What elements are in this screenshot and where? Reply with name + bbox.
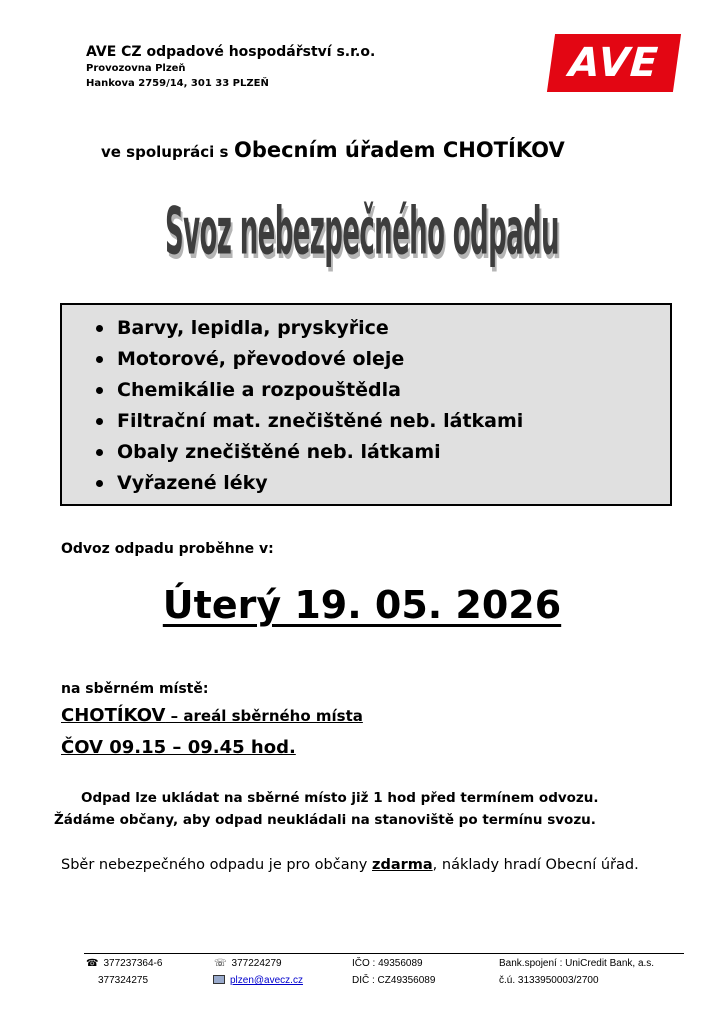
bullet-icon bbox=[96, 356, 103, 363]
phone-1-text: 377237364-6 bbox=[103, 958, 163, 969]
place-intro: na sběrném místě: bbox=[61, 681, 209, 697]
bullet-icon bbox=[96, 480, 103, 487]
cooperation-office: Obecním úřadem CHOTÍKOV bbox=[233, 138, 565, 162]
cooperation-lead: ve spolupráci s bbox=[101, 143, 229, 161]
place-village: CHOTÍKOV bbox=[61, 705, 166, 726]
pickup-date: Úterý 19. 05. 2026 bbox=[162, 583, 562, 627]
phone-icon: ☎ bbox=[86, 958, 99, 969]
free-note-emphasis: zdarma bbox=[372, 857, 433, 873]
fax-icon: ☏ bbox=[214, 958, 227, 969]
note-line-1: Odpad lze ukládat na sběrné místo již 1 hod před termínem odvozu. bbox=[81, 790, 599, 806]
place-detail: – areál sběrného místa bbox=[165, 707, 363, 725]
waste-list-box bbox=[60, 303, 672, 506]
footer-account: č.ú. 3133950003/2700 bbox=[499, 975, 599, 986]
footer-divider bbox=[84, 953, 684, 954]
list-item-label: Chemikálie a rozpouštědla bbox=[117, 379, 401, 401]
free-note-before: Sběr nebezpečného odpadu je pro občany bbox=[61, 857, 372, 873]
company-address: Hankova 2759/14, 301 33 PLZEŇ bbox=[86, 78, 269, 89]
place-time: ČOV 09.15 – 09.45 hod. bbox=[61, 737, 296, 758]
list-item-label: Motorové, převodové oleje bbox=[117, 348, 405, 370]
cooperation-line bbox=[101, 138, 565, 162]
footer-phone-2: 377324275 bbox=[98, 975, 149, 986]
bullet-icon bbox=[96, 449, 103, 456]
note-line-2: Žádáme občany, aby odpad neukládali na stanoviště po termínu svozu. bbox=[54, 812, 596, 828]
list-item-label: Filtrační mat. znečištěné neb. látkami bbox=[117, 410, 524, 432]
list-item bbox=[96, 468, 670, 499]
list-item-label: Barvy, lepidla, pryskyřice bbox=[117, 317, 389, 339]
fax-text: 377224279 bbox=[231, 958, 282, 969]
list-item-label: Vyřazené léky bbox=[117, 472, 268, 494]
list-item-label: Obaly znečištěné neb. látkami bbox=[117, 441, 441, 463]
list-item bbox=[96, 313, 670, 344]
computer-icon bbox=[213, 975, 225, 984]
ave-logo bbox=[547, 34, 681, 92]
list-item bbox=[96, 406, 670, 437]
free-collection-note bbox=[61, 857, 639, 873]
list-item bbox=[96, 437, 670, 468]
footer-fax bbox=[214, 958, 282, 969]
page-title: Svoz nebezpečného odpadu bbox=[165, 193, 559, 269]
footer-ico: IČO : 49356089 bbox=[352, 958, 423, 969]
list-item bbox=[96, 375, 670, 406]
place-name bbox=[61, 705, 363, 726]
bullet-icon bbox=[96, 325, 103, 332]
footer-dic: DIČ : CZ49356089 bbox=[352, 975, 436, 986]
waste-list bbox=[62, 305, 670, 499]
list-item bbox=[96, 344, 670, 375]
pickup-intro: Odvoz odpadu proběhne v: bbox=[61, 541, 274, 557]
company-name: AVE CZ odpadové hospodářství s.r.o. bbox=[86, 44, 376, 60]
bullet-icon bbox=[96, 387, 103, 394]
logo-text: AVE bbox=[567, 40, 661, 86]
footer-email[interactable] bbox=[213, 975, 303, 986]
free-note-after: , náklady hradí Obecní úřad. bbox=[432, 857, 639, 873]
email-link[interactable]: plzen@avecz.cz bbox=[230, 975, 303, 986]
branch-name: Provozovna Plzeň bbox=[86, 63, 186, 74]
footer-bank: Bank.spojení : UniCredit Bank, a.s. bbox=[499, 958, 655, 969]
footer-phone-1 bbox=[86, 958, 162, 969]
bullet-icon bbox=[96, 418, 103, 425]
